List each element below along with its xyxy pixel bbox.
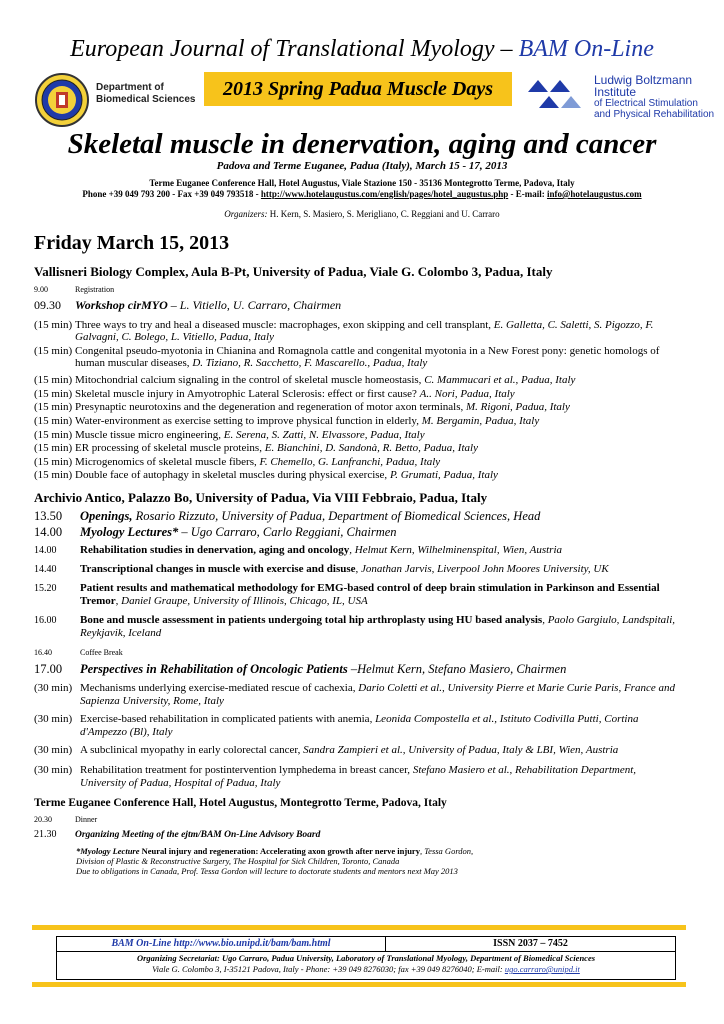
row-time: (15 min): [34, 456, 73, 468]
row-text: Dinner: [75, 815, 98, 824]
venue-info: [0, 178, 724, 200]
talk-row: [34, 442, 684, 454]
talk-authors: D. Tiziano, R. Sacchetto, F. Mascarello., Padua, Italy: [192, 357, 428, 369]
talk-authors: , Leonida Compostella et al., Istituto Codivilla Putti, Cortina d'Ampezzo (Bl), Italy: [80, 713, 639, 738]
section-heading: Vallisneri Biology Complex, Aula B-Pt, University of Padua, Viale G. Colombo 3, Padua, Italy: [34, 264, 553, 279]
talk-authors: M. Bergamin, Padua, Italy: [421, 415, 540, 427]
footer-bottom-divider: [32, 982, 686, 987]
note-author: , Tessa Gordon,: [419, 846, 474, 856]
talk-authors: C. Mammucari et al., Padua, Italy: [424, 374, 576, 386]
schedule-row: [34, 829, 684, 841]
row-text: Coffee Break: [80, 648, 123, 657]
schedule-row: [34, 509, 684, 523]
openings-details: Rosario Rizzuto, University of Padua, Department of Biomedical Sciences, Head: [132, 509, 541, 523]
talk-title: Bone and muscle assessment in patients undergoing total hip arthroplasty using HU based analysis: [80, 614, 543, 626]
row-time: 9.00: [34, 285, 48, 294]
note-affiliation: Division of Plastic & Reconstructive Surgery, The Hospital for Sick Children, Toronto, Canada: [76, 856, 400, 866]
event-subtitle: Padova and Terme Euganee, Padua (Italy), March 15 - 17, 2013: [216, 160, 508, 172]
row-time: 16.00: [34, 615, 57, 626]
row-time: (15 min): [34, 388, 73, 400]
talk-title: Transcriptional changes in muscle with exercise and disuse: [80, 563, 356, 575]
talk-row: [34, 374, 684, 386]
issn-label: ISSN 2037 – 7452: [493, 938, 568, 949]
row-time: (15 min): [34, 374, 73, 386]
perspectives-chairs: –Helmut Kern, Stefano Masiero, Chairmen: [347, 662, 567, 676]
bam-online-label: BAM On-Line: [518, 36, 654, 62]
talk-row: [34, 682, 684, 708]
row-time: 16.40: [34, 648, 52, 657]
department-label: [96, 82, 196, 106]
talk-title: Rehabilitation treatment for postintervention lymphedema in breast cancer,: [80, 764, 413, 776]
perspectives-title: Perspectives in Rehabilitation of Oncologic Patients: [80, 662, 348, 676]
secretariat-info: Organizing Secretariat: Ugo Carraro, Padua University, Laboratory of Translational Myology, Department of Biomedical Sciences: [136, 953, 596, 963]
row-time: (15 min): [34, 415, 73, 427]
schedule-row: [34, 814, 684, 826]
talk-row: [34, 456, 684, 468]
secretariat-address: Viale G. Colombo 3, I-35121 Padova, Italy - Phone: +39 049 8276030; fax +39 049 8276040; E-mail:: [152, 964, 505, 974]
footer-divider: [32, 925, 686, 930]
secretariat-email-link[interactable]: ugo.carraro@unipd.it: [504, 964, 580, 974]
lectures-title: Myology Lectures*: [80, 525, 179, 539]
row-time: 20.30: [34, 815, 52, 824]
talk-title: Double face of autophagy in skeletal muscles during physical exercise,: [75, 469, 390, 481]
talk-authors: A.. Nori, Padua, Italy: [419, 388, 515, 400]
row-time: (30 min): [34, 744, 73, 756]
talk-authors: Sandra Zampieri et al., University of Padua, Italy & LBI, Wien, Austria: [303, 744, 619, 756]
note-title: Neural injury and regeneration: Accelerating axon growth after nerve injury: [139, 846, 420, 856]
row-time: (15 min): [34, 469, 73, 481]
lbi-line1: Ludwig Boltzmann Institute: [594, 73, 693, 99]
talk-title: Exercise-based rehabilitation in complicated patients with anemia: [80, 713, 370, 725]
talk-authors: P. Grumati, Padua, Italy: [389, 469, 498, 481]
note-remark: Due to obligations in Canada, Prof. Tessa Gordon will lecture to doctorate students and mentors next May 2013: [76, 866, 458, 876]
talk-row: [34, 319, 684, 343]
meeting-title: Organizing Meeting of the ejtm/BAM On-Line Advisory Board: [75, 830, 321, 840]
talk-row: [34, 345, 684, 369]
talk-title: Rehabilitation studies in denervation, aging and oncology: [80, 544, 350, 556]
talk-authors: , Paolo Gargiulo, Landspitali, Reykjavik, Iceland: [80, 614, 676, 639]
talk-title: Presynaptic neurotoxins and the degeneration and regeneration of motor axon terminals,: [75, 401, 466, 413]
row-time: (30 min): [34, 682, 73, 694]
talk-title: Muscle tissue micro engineering,: [75, 429, 224, 441]
day-heading: Friday March 15, 2013: [34, 232, 230, 254]
venue-address: Terme Euganee Conference Hall, Hotel Augustus, Viale Stazione 150 - 35136 Montegrotto Terme, Padova, Italy: [149, 178, 575, 188]
openings-title: Openings,: [80, 509, 133, 523]
talk-authors: Stefano Masiero et al., Rehabilitation Department, University of Padua, Hospital of Padua, Italy: [80, 764, 637, 789]
lbi-logo-icon: [524, 72, 590, 117]
talk-authors: , Daniel Graupe, University of Illinois, Chicago, IL, USA: [115, 595, 368, 607]
schedule-row: [34, 299, 684, 311]
journal-title: [0, 36, 724, 63]
talk-row: [34, 582, 684, 608]
talk-authors: , Helmut Kern, Wilhelminenspital, Wien, Austria: [349, 544, 563, 556]
talk-row: [34, 744, 684, 757]
note-label: *Myology Lecture: [76, 846, 140, 856]
talk-title: Mechanisms underlying exercise-mediated rescue of cachexia,: [80, 682, 359, 694]
talk-row: [34, 614, 684, 640]
talk-title: Skeletal muscle injury in Amyotrophic Lateral Sclerosis: effect or first cause?: [75, 388, 420, 400]
row-time: 13.50: [34, 509, 63, 523]
dept-line1: Department of: [96, 82, 164, 93]
row-time: (15 min): [34, 442, 73, 454]
row-time: 14.00: [34, 545, 57, 556]
talk-authors: E. Galletta, C. Saletti, S. Pigozzo, F. Galvagni, C. Bolego, L. Vitiello, Padua, Italy: [75, 319, 654, 343]
talk-title: Mitochondrial calcium signaling in the control of skeletal muscle homeostasis,: [75, 374, 425, 386]
journal-name: European Journal of Translational Myology –: [70, 36, 519, 62]
talk-row: [34, 713, 684, 739]
talk-authors: E. Bianchini, D. Sandonà, R. Betto, Padua, Italy: [264, 442, 478, 454]
talk-authors: E. Serena, S. Zatti, N. Elvassore, Padua, Italy: [223, 429, 425, 441]
section-heading: Terme Euganee Conference Hall, Hotel Augustus, Montegrotto Terme, Padova, Italy: [34, 797, 447, 809]
talk-row: [34, 401, 684, 413]
workshop-title: Workshop cirMYO: [75, 298, 168, 312]
talk-authors: , Jonathan Jarvis, Liverpool John Moores University, UK: [355, 563, 609, 575]
talk-title: Patient results and mathematical methodology for EMG-based control of deep brain stimulation in Parkinson and Essential Tremor: [80, 582, 660, 607]
row-time: 17.00: [34, 662, 63, 676]
lbi-label: [594, 74, 724, 120]
lbi-line2: of Electrical Stimulation: [594, 98, 698, 109]
venue-url-link[interactable]: http://www.hotelaugustus.com/english/pages/hotel_augustus.php: [260, 189, 509, 199]
row-time: 21.30: [34, 829, 57, 840]
venue-phone: Phone +39 049 793 200 - Fax +39 049 793518 -: [82, 189, 261, 199]
page-title: Skeletal muscle in denervation, aging and cancer: [67, 128, 657, 160]
organizers-names: H. Kern, S. Masiero, S. Merigliano, C. Reggiani and U. Carraro: [267, 209, 500, 219]
talk-title: Congenital pseudo-myotonia in Chianina and Romagnola cattle and congenital myotonia in a New Forest pony: genetic homologs of human muscular diseases,: [75, 345, 660, 369]
university-seal-icon: [34, 72, 90, 133]
schedule-row: [34, 284, 684, 296]
talk-row: [34, 544, 684, 557]
workshop-chairs: – L. Vitiello, U. Carraro, Chairmen: [167, 298, 342, 312]
talk-row: [34, 764, 684, 790]
banner-text: 2013 Spring Padua Muscle Days: [222, 77, 494, 100]
lectures-chairs: – Ugo Carraro, Carlo Reggiani, Chairmen: [178, 525, 397, 539]
row-time: (15 min): [34, 429, 73, 441]
schedule-row: [34, 647, 684, 659]
row-time: 14.40: [34, 564, 57, 575]
venue-email-label: - E-mail:: [508, 189, 547, 199]
schedule-row: [34, 662, 684, 676]
dept-line2: Biomedical Sciences: [96, 94, 196, 105]
row-time: (15 min): [34, 401, 73, 413]
talk-title: A subclinical myopathy in early colorectal cancer,: [80, 744, 304, 756]
talk-title: Water-environment as exercise setting to improve physical function in elderly,: [75, 415, 422, 427]
talk-row: [34, 563, 684, 576]
venue-email-link[interactable]: info@hotelaugustus.com: [546, 189, 642, 199]
schedule-row: [34, 525, 684, 539]
talk-authors: Dario Coletti et al., University Pierre et Marie Curie Paris, France and Sapienza University, Rome, Italy: [80, 682, 675, 707]
talk-row: [34, 388, 684, 400]
section-heading: Archivio Antico, Palazzo Bo, University of Padua, Via VIII Febbraio, Padua, Italy: [34, 490, 488, 505]
row-time: 14.00: [34, 525, 63, 539]
talk-title: Three ways to try and heal a diseased muscle: macrophages, exon skipping and cell transplant,: [75, 319, 494, 331]
bam-online-link[interactable]: BAM On-Line http://www.bio.unipd.it/bam/bam.html: [57, 937, 386, 951]
row-time: (30 min): [34, 713, 73, 725]
organizers-label: Organizers:: [224, 209, 268, 219]
talk-title: ER processing of skeletal muscle proteins,: [75, 442, 265, 454]
lecture-footnote: [76, 846, 676, 876]
talk-row: [34, 469, 684, 481]
event-banner: [204, 72, 512, 106]
talk-authors: F. Chemello, G. Lanfranchi, Padua, Italy: [259, 456, 441, 468]
row-time: (30 min): [34, 764, 73, 776]
venue-contacts: [0, 189, 724, 200]
row-time: (15 min): [34, 319, 73, 331]
lbi-line3: and Physical Rehabilitation: [594, 109, 715, 120]
row-time: 09.30: [34, 298, 61, 312]
talk-row: [34, 415, 684, 427]
talk-title: Microgenomics of skeletal muscle fibers,: [75, 456, 260, 468]
talk-authors: M. Rigoni, Padua, Italy: [466, 401, 570, 413]
footer: [56, 936, 676, 980]
row-time: 15.20: [34, 583, 57, 594]
talk-row: [34, 429, 684, 441]
organizers: [0, 209, 724, 219]
row-time: (15 min): [34, 345, 73, 357]
row-text: Registration: [75, 285, 115, 294]
